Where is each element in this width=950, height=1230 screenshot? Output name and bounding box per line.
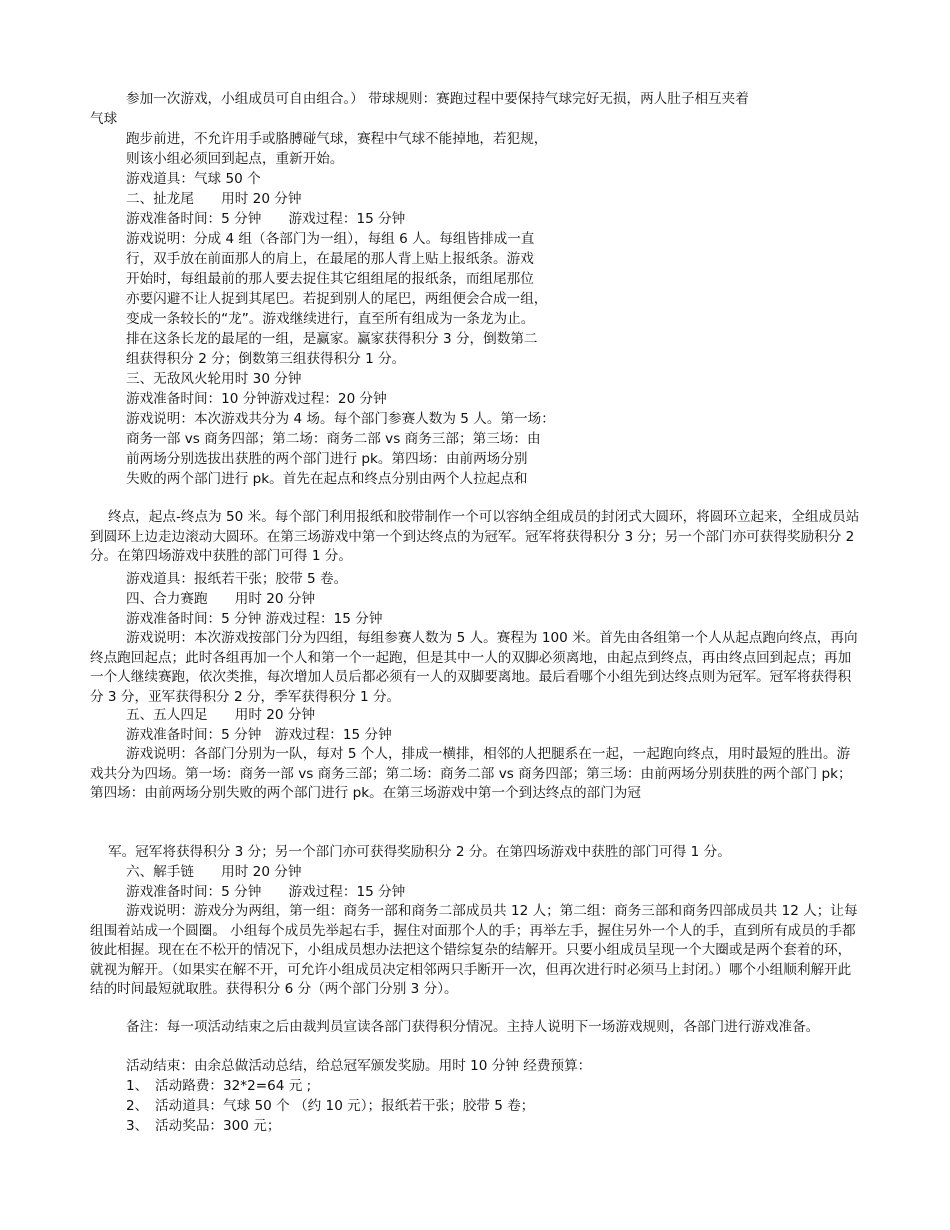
text-line: 游戏准备时间：5 分钟 游戏过程：15 分钟 — [126, 611, 383, 627]
paragraph-text: 终点，起点-终点为 50 米。每个部门利用报纸和胶带制作一个可以容纳全组成员的封闭式大圆环，将圆环立起来，全组成员站到圆环上边走边滚动大圆环。在第三场游戏中第一个到达终点的为冠军。冠军将获得积分 3 分；另一个部门亦可获得奖励积分 2 分。在第四场游戏中获胜的部门可得 1 分。 — [90, 509, 860, 564]
text-line: 游戏准备时间：5 分钟 游戏过程：15 分钟 — [126, 211, 406, 227]
text-line: 则该小组必须回到起点，重新开始。 — [126, 151, 344, 167]
paragraph-text: 备注：每一项活动结束之后由裁判员宣读各部门获得积分情况。主持人说明下一场游戏规则，各部门进行游戏准备。 — [126, 1019, 820, 1035]
text-line: 跑步前进，不允许用手或胳膊碰气球，赛程中气球不能掉地，若犯规， — [126, 131, 548, 147]
paragraph — [90, 629, 860, 707]
text-line: 游戏道具：气球 50 个 — [126, 171, 261, 187]
text-line: 组获得积分 2 分；倒数第三组获得积分 1 分。 — [126, 351, 406, 367]
budget-item: 3、 活动奖品：300 元； — [126, 1118, 281, 1134]
text-line: 游戏准备时间：10 分钟游戏过程：20 分钟 — [126, 391, 387, 407]
paragraph-text: 游戏说明：本次游戏按部门分为四组，每组参赛人数为 5 人。赛程为 100 米。首先由各组第一个人从起点跑向终点，再向终点跑回起点；此时各组再加一个人和第一个一起跑，但是其中一人的双脚必须离地，由起点到终点，再由终点回到起点；再加一个人继续赛跑，依次类推，每次增加人员后都必须有一人的双脚要离地。最后看哪个小组先到达终点则为冠军。冠军将获得积分 3 分，亚军获得积分 2 分，季军获得积分 1 分。 — [90, 630, 858, 705]
text-line: 参加一次游戏，小组成员可自由组合。） 带球规则：赛跑过程中要保持气球完好无损，两人肚子相互夹着 — [126, 91, 749, 107]
text-line: 排在这条长龙的最尾的一组，是赢家。赢家获得积分 3 分，倒数第二 — [126, 331, 538, 347]
text-line: 游戏准备时间：5 分钟 游戏过程：15 分钟 — [126, 727, 392, 743]
budget-item: 2、 活动道具：气球 50 个 （约 10 元）；报纸若干张；胶带 5 卷； — [126, 1098, 535, 1114]
section-heading: 二、扯龙尾 用时 20 分钟 — [126, 191, 302, 207]
section-heading: 四、合力赛跑 用时 20 分钟 — [126, 591, 316, 607]
paragraph — [90, 745, 860, 804]
section-heading: 六、解手链 用时 20 分钟 — [126, 864, 302, 880]
text-line: 军。冠军将获得积分 3 分；另一个部门亦可获得奖励积分 2 分。在第四场游戏中获胜的部门可得 1 分。 — [108, 844, 731, 860]
text-line: 游戏说明：本次游戏共分为 4 场。每个部门参赛人数为 5 人。第一场： — [126, 411, 555, 427]
text-line: 游戏准备时间：5 分钟 游戏过程：15 分钟 — [126, 884, 406, 900]
text-line: 游戏说明：分成 4 组（各部门为一组），每组 6 人。每组皆排成一直 — [126, 231, 535, 247]
budget-item: 1、 活动路费：32*2=64 元 ; — [126, 1078, 312, 1094]
text-line: 行，双手放在前面那人的肩上，在最尾的那人背上贴上报纸条。游戏 — [126, 251, 534, 267]
text-line: 前两场分别选拔出获胜的两个部门进行 pk。第四场：由前两场分别 — [126, 451, 528, 467]
section-heading: 三、无敌风火轮用时 30 分钟 — [126, 371, 302, 387]
paragraph — [90, 508, 860, 567]
paragraph-text: 游戏说明：游戏分为两组，第一组：商务一部和商务二部成员共 12 人；第二组：商务三部和商务四部成员共 12 人；让每组围着站成一个圆圈。 小组每个成员先举起右手，握住对面那个人的手；再举左手，握住另外一个人的手，直到所有成员的手都彼此相握。现在在不松开的情况下，小组成员想办法把这个错综复杂的结解开。只要小组成员呈现一个大圈或是两个套着的环，就视为解开。（如果实在解不开，可允许小组成员决定相邻两只手断开一次，但再次进行时必须马上封闭。）哪个小组顺利解开此结的时间最短就取胜。获得积分 6 分（两个部门分别 3 分）。 — [90, 903, 858, 997]
text-line: 失败的两个部门进行 pk。首先在起点和终点分别由两个人拉起点和 — [126, 471, 528, 487]
text-line: 气球 — [90, 111, 118, 127]
paragraph — [90, 1018, 860, 1038]
paragraph — [90, 902, 860, 1000]
text-line: 活动结束：由余总做活动总结，给总冠军颁发奖励。用时 10 分钟 经费预算： — [126, 1058, 592, 1074]
text-line: 开始时，每组最前的那人要去捉住其它组组尾的报纸条，而组尾那位 — [126, 271, 534, 287]
text-line: 亦要闪避不让人捉到其尾巴。若捉到别人的尾巴，两组便会合成一组， — [126, 291, 548, 307]
paragraph-text: 游戏说明：各部门分别为一队，每对 5 个人，排成一横排，相邻的人把腿系在一起，一起跑向终点，用时最短的胜出。游戏共分为四场。第一场：商务一部 vs 商务三部；第二场：商务二部 vs 商务四部；第三场：由前两场分别获胜的两个部门 pk；第四场：由前两场分别失败的两个部门进行 pk。在第三场游戏中第一个到达终点的部门为冠 — [90, 746, 852, 801]
section-heading: 五、五人四足 用时 20 分钟 — [126, 707, 316, 723]
text-line: 商务一部 vs 商务四部；第二场：商务二部 vs 商务三部；第三场：由 — [126, 431, 541, 447]
text-line: 变成一条较长的“龙”。游戏继续进行，直至所有组成为一条龙为止。 — [126, 311, 535, 327]
text-line: 游戏道具：报纸若干张；胶带 5 卷。 — [126, 571, 348, 587]
